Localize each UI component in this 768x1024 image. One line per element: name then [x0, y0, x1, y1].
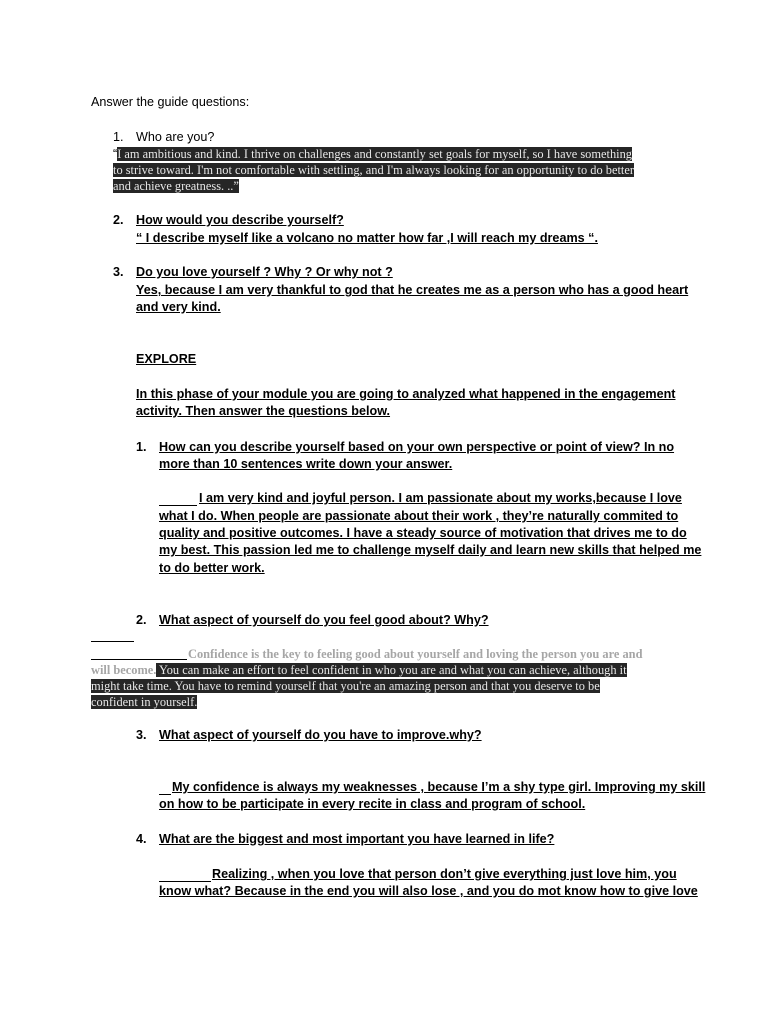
highlighted-text: to strive toward. I'm not comfortable with settling, and I'm always looking for an opportunity to do better [113, 163, 634, 177]
guide-q2-question: How would you describe yourself? [136, 213, 344, 227]
guide-q2-number: 2. [113, 213, 124, 227]
guide-q3-number: 3. [113, 265, 124, 279]
close-quote: ” [233, 179, 239, 193]
guide-q1-answer-line1 [113, 146, 632, 163]
explore-q4-answer-line2: know what? Because in the end you will also lose , and you do mot know how to give love [159, 884, 698, 898]
intro-text: Answer the guide questions: [91, 95, 250, 109]
guide-q3-question: Do you love yourself ? Why ? Or why not ? [136, 265, 393, 279]
light-text: will become. [91, 663, 157, 677]
explore-q2-answer-line4 [91, 694, 197, 711]
guide-q1-question: Who are you? [136, 130, 215, 144]
explore-heading: EXPLORE [136, 352, 197, 366]
blank-rule [159, 505, 197, 506]
open-quote: “ [113, 147, 118, 161]
highlighted-text: and achieve greatness. .. [113, 179, 234, 193]
blank-rule [91, 641, 134, 642]
guide-q3-answer-line1: Yes, because I am very thankful to god that he creates me as a person who has a good heart [136, 283, 689, 297]
explore-q3-answer-line2: on how to be participate in every recite in class and program of school. [159, 797, 586, 811]
explore-q3-number: 3. [136, 728, 147, 742]
explore-q1-question-line2: more than 10 sentences write down your answer. [159, 457, 453, 471]
explore-q3-answer-line1: My confidence is always my weaknesses , because I’m a shy type girl. Improving my skill [172, 780, 706, 794]
explore-q2-number: 2. [136, 613, 147, 627]
explore-q1-question-line1: How can you describe yourself based on your own perspective or point of view? In no [159, 440, 675, 454]
blank-rule [91, 659, 187, 660]
explore-q2-question: What aspect of yourself do you feel good about? Why? [159, 613, 489, 627]
explore-intro-line1: In this phase of your module you are going to analyzed what happened in the engagement [136, 387, 676, 401]
light-text: Confidence is the key to feeling good about yourself and loving the person you are and [188, 647, 643, 661]
highlighted-text: I am ambitious and kind. I thrive on challenges and constantly set goals for myself, so I have something [117, 147, 632, 161]
guide-q2-answer: “ I describe myself like a volcano no matter how far ,I will reach my dreams “. [136, 231, 598, 245]
guide-q1-answer-line2 [113, 162, 634, 179]
guide-q3-answer-line2: and very kind. [136, 300, 221, 314]
highlighted-text: confident in yourself. [91, 695, 198, 709]
explore-q2-answer-line2 [91, 662, 627, 679]
explore-q1-answer-line4: my best. This passion led me to challenge myself daily and learn new skills that helped me [159, 543, 702, 557]
blank-rule [159, 794, 171, 795]
highlighted-text: might take time. You have to remind yourself that you're an amazing person and that you deserve to be [91, 679, 600, 693]
explore-q4-question: What are the biggest and most important you have learned in life? [159, 832, 555, 846]
explore-intro-line2: activity. Then answer the questions below. [136, 404, 391, 418]
explore-q1-number: 1. [136, 440, 147, 454]
explore-q3-question: What aspect of yourself do you have to improve.why? [159, 728, 482, 742]
guide-q1-number: 1. [113, 130, 124, 144]
explore-q1-answer-line1: I am very kind and joyful person. I am passionate about my works,because I love [199, 491, 682, 505]
explore-q1-answer-line2: what I do. When people are passionate about their work , they’re naturally commited to [159, 509, 679, 523]
blank-rule [159, 881, 211, 882]
explore-q2-answer-line1 [188, 646, 642, 663]
highlighted-text: You can make an effort to feel confident in who you are and what you can achieve, although it [156, 663, 627, 677]
explore-q1-answer-line3: quality and positive outcomes. I have a steady source of motivation that drives me to do [159, 526, 687, 540]
explore-q4-number: 4. [136, 832, 147, 846]
explore-q4-answer-line1: Realizing , when you love that person don’t give everything just love him, you [212, 867, 677, 881]
guide-q1-answer-line3 [113, 178, 239, 195]
explore-q2-answer-line3 [91, 678, 600, 695]
explore-q1-answer-line5: to do better work. [159, 561, 265, 575]
